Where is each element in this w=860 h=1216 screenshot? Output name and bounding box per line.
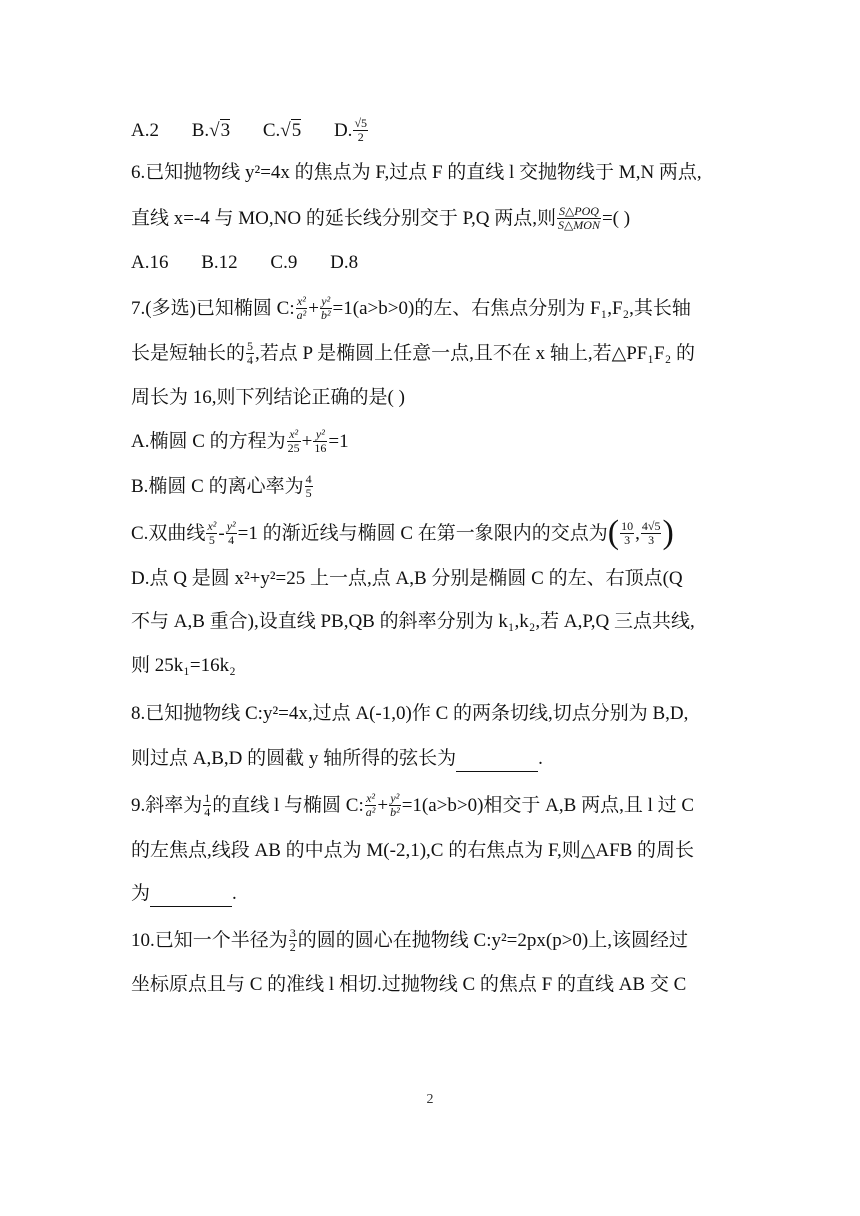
q7-c-fraction-x: $\frac{\text{x²}}{5}$ [207,519,217,548]
q5-option-d: D. $\frac{√5}{2}$ [333,116,368,145]
q7-c-point-x: $\frac{10}{3}$ [621,519,634,548]
q7-fraction-y: $\frac{\text{y²}}{\text{b²}}$ [320,294,331,323]
q6-line-1: 6.已知抛物线 y²=4x 的焦点为 F,过点 F 的直线 l 交抛物线于 M,N 两点, [131,162,702,183]
q6-area-ratio: $\frac{\text{S△POQ}}{\text{S△MON}}$ [558,204,600,233]
q10-line-1: 10.已知一个半径为 $\frac{3}{2}$ 的圆的圆心在抛物线 C:y²=2px(p>0)上,该圆经过 [131,926,688,955]
q7-b-fraction: $\frac{4}{5}$ [305,472,312,501]
q7-option-d-line-3: 则 25k₁=16k₂ [131,655,236,676]
q7-option-a: A.椭圆 C 的方程为 $\frac{\text{x²}}{25}$ + $\frac{\text{y²}}{16}$ =1 [131,427,349,456]
q9-answer-blank [150,886,232,907]
q7-fraction-x: $\frac{\text{x²}}{\text{a²}}$ [296,294,307,323]
q7-line-3: 周长为 16,则下列结论正确的是( ) [131,387,405,408]
q7-option-d-line-1: D.点 Q 是圆 x²+y²=25 上一点,点 A,B 分别是椭圆 C 的左、右顶点(Q [131,568,683,589]
q9-line-1: 9.斜率为 $\frac{1}{4}$ 的直线 l 与椭圆 C: $\frac{\text{x²}}{\text{a²}}$ + $\frac{\text{y²}}{\text{b²}}$ =1(a>b>0)相交于 A,B 两点,且 l 过 C [131,791,695,820]
q9-fraction-y: $\frac{\text{y²}}{\text{b²}}$ [390,791,400,820]
q7-option-d-line-2: 不与 A,B 重合),设直线 PB,QB 的斜率分别为 k₁,k₂,若 A,P,Q 三点共线, [131,611,695,632]
q7-c-fraction-y: $\frac{\text{y²}}{4}$ [226,519,236,548]
q6-option-b: B.12 [201,252,238,273]
q7-line-1: 7.(多选)已知椭圆 C: $\frac{\text{x²}}{\text{a²}}$ + $\frac{\text{y²}}{\text{b²}}$ =1(a>b>0)的左、右焦点分别为 F₁,F₂,其长轴 [131,294,691,323]
q9-fraction-x: $\frac{\text{x²}}{\text{a²}}$ [365,791,376,820]
q9-line-2: 的左焦点,线段 AB 的中点为 M(-2,1),C 的右焦点为 F,则△AFB 的周长 [131,840,695,861]
q6-option-c: C.9 [270,252,298,273]
q7-option-b: B.椭圆 C 的离心率为 $\frac{4}{5}$ [131,472,312,501]
q7-a-fraction-x: $\frac{\text{x²}}{25}$ [287,427,300,456]
q6-line-2: 直线 x=-4 与 MO,NO 的延长线分别交于 P,Q 两点,则 $\frac{\text{S△POQ}}{\text{S△MON}}$ =( ) [131,204,631,233]
q5-option-b: B.√3 [191,120,231,141]
q9-line-3: 为 . [131,881,731,907]
q6-option-a: A.16 [131,252,169,273]
q7-option-c: C.双曲线 $\frac{\text{x²}}{5}$ - $\frac{\text{y²}}{4}$ =1 的渐近线与椭圆 C 在第一象限内的交点为( $\frac{10}{3}$ , $\frac{4√5}{3}$ ) [131,513,674,551]
page-number: 2 [426,1092,434,1107]
q10-radius-fraction: $\frac{3}{2}$ [289,926,296,955]
q10-line-2: 坐标原点且与 C 的准线 l 相切.过抛物线 C 的焦点 F 的直线 AB 交 C [131,974,687,995]
q7-a-fraction-y: $\frac{\text{y²}}{16}$ [314,427,327,456]
q5-d-fraction: $\frac{√5}{2}$ [354,116,368,145]
q5-option-c: C.√5 [262,120,302,141]
q8-answer-blank [456,751,538,772]
q5-option-a: A.2 [131,120,159,141]
q7-line-2: 长是短轴长的 $\frac{5}{4}$ ,若点 P 是椭圆上任意一点,且不在 x 轴上,若△PF₁F₂ 的 [131,339,695,368]
q7-ratio-fraction: $\frac{5}{4}$ [247,339,254,368]
q6-options [131,250,731,276]
q6-option-d: D.8 [330,252,359,273]
q9-slope-fraction: $\frac{1}{4}$ [204,791,211,820]
q7-c-point-y: $\frac{4√5}{3}$ [641,519,661,548]
q5-options [131,118,731,145]
q8-line-2: 则过点 A,B,D 的圆截 y 轴所得的弦长为 . [131,746,731,772]
q8-line-1: 8.已知抛物线 C:y²=4x,过点 A(-1,0)作 C 的两条切线,切点分别为 B,D, [131,703,689,724]
